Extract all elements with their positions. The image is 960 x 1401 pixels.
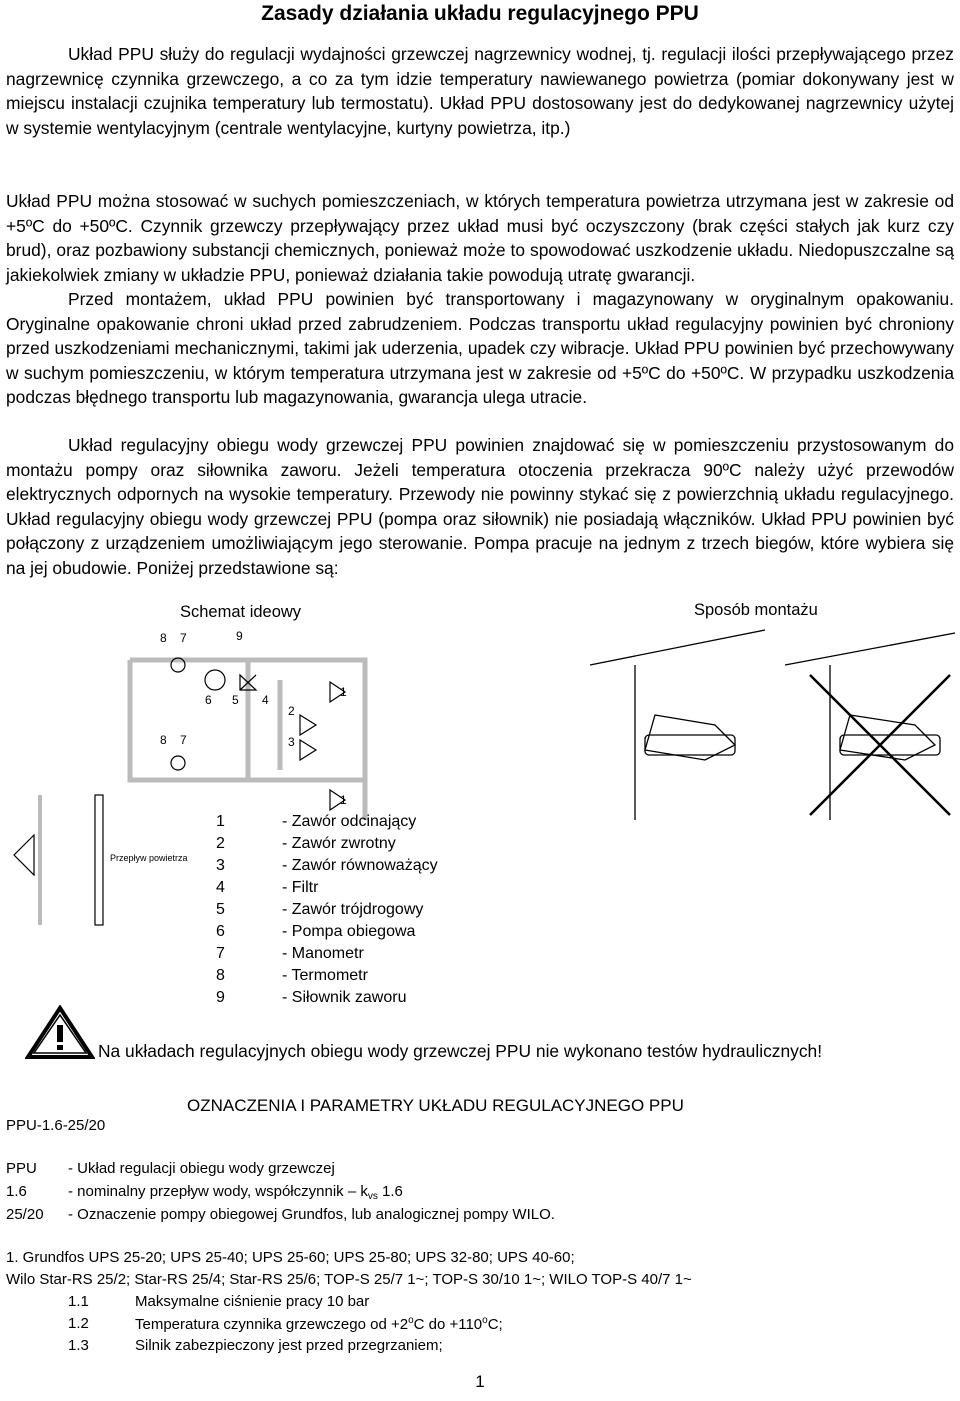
- section-title: OZNACZENIA I PARAMETRY UKŁADU REGULACYJNEGO PPU: [187, 1096, 684, 1115]
- code-pump-desc: - Oznaczenie pompy obiegowej Grundfos, lub analogicznej pompy WILO.: [68, 1206, 555, 1223]
- schematic-label-8b: 8: [160, 733, 167, 747]
- hydraulic-schematic: [0, 620, 420, 945]
- page-title: Zasady działania układu regulacyjnego PPU: [261, 2, 699, 25]
- param-motor: Silnik zabezpieczony jest przed przegrzaniem;: [135, 1337, 443, 1354]
- paragraph-installation: Układ regulacyjny obiegu wody grzewczej PPU powinien znajdować się w pomieszczeniu przystosowanym do montażu pompy oraz siłownika zaworu. Jeżeli temperatura otoczenia przekracza 90ºC należy użyć przewodów elektrycznych odpornych na wysokie temperatury. Przewody nie powinny stykać się z powierzchnią układu regulacyjnego. Układ regulacyjny obiegu wody grzewczej PPU (pompa oraz siłownik) nie posiadają włączników. Układ PPU powinien być połączony z urządzeniem umożliwiającym jego sterowanie. Pompa pracuje na jednym z trzech biegów, które wybiera się na jej obudowie. Poniżej przedstawione są:: [6, 435, 954, 578]
- code-flow-desc: - nominalny przepływ wody, współczynnik – $k_{vs}$ 1.6: [68, 1183, 403, 1202]
- diagram-caption-scheme: Schemat ideowy: [180, 603, 302, 621]
- schematic-label-7b: 7: [180, 733, 187, 747]
- param-pressure: Maksymalne ciśnienie pracy 10 bar: [135, 1293, 370, 1310]
- pumps-list-wilo: Wilo Star-RS 25/2; Star-RS 25/4; Star-RS 25/6; TOP-S 25/7 1~; TOP-S 30/10 1~; WILO TOP-S 40/7 1~: [6, 1271, 692, 1288]
- schematic-label-4: 4: [262, 693, 269, 707]
- diagram-caption-mounting: Sposób montażu: [694, 601, 818, 619]
- page-number: 1: [475, 1372, 485, 1391]
- schematic-label-1b: 1: [340, 793, 347, 807]
- airflow-label: Przepływ powietrza: [110, 853, 188, 863]
- code-ppu: PPU: [6, 1160, 37, 1177]
- schematic-label-5: 5: [232, 693, 239, 707]
- schematic-label-9: 9: [236, 629, 243, 643]
- mounting-illustration: [585, 625, 960, 825]
- param-number: 1.2: [68, 1315, 89, 1332]
- schematic-label-2: 2: [288, 704, 295, 718]
- code-pump: 25/20: [6, 1206, 44, 1223]
- schematic-label-7: 7: [180, 631, 187, 645]
- paragraph-transport: Przed montażem, układ PPU powinien być transportowany i magazynowany w oryginalnym opakowaniu. Oryginalne opakowanie chroni układ przed zabrudzeniem. Podczas transportu układ regulacyjny powinien być chroniony przed uszkodzeniami mechanicznymi, takimi jak uderzenia, upadek czy wibracje. Układ PPU powinien być przechowywany w suchym pomieszczeniu, w którym temperatura utrzymana jest w zakresie od +5ºC do +50ºC. W przypadku uszkodzenia podczas błędnego transportu lub magazynowania, gwarancja ulega utracie.: [6, 289, 954, 407]
- pumps-list-grundfos: 1. Grundfos UPS 25-20; UPS 25-40; UPS 25-60; UPS 25-80; UPS 32-80; UPS 40-60;: [6, 1249, 575, 1266]
- code-flow: 1.6: [6, 1183, 27, 1200]
- schematic-label-1: 1: [340, 685, 347, 699]
- param-temperature: Temperatura czynnika grzewczego od $+2^oC$ do $+110^oC$;: [135, 1315, 503, 1333]
- schematic-label-6: 6: [205, 693, 212, 707]
- warning-icon: [25, 1005, 95, 1060]
- paragraph-intro: Układ PPU służy do regulacji wydajności grzewczej nagrzewnicy wodnej, tj. regulacji ilości przepływającego przez nagrzewnicę czynnika grzewczego, a co za tym idzie temperatury nawiewanego powietrza (pomiar dokonywany jest w miejscu instalacji czujnika temperatury lub termostatu). Układ PPU dostosowany jest do dedykowanej nagrzewnicy użytej w systemie wentylacyjnym (centrale wentylacyjne, kurtyny powietrza, itp.): [6, 44, 954, 138]
- paragraph-conditions: Układ PPU można stosować w suchych pomieszczeniach, w których temperatura powietrza utrzymana jest w zakresie od +5ºC do +50ºC. Czynnik grzewczy przepływający przez układ musi być oczyszczony (brak części stałych jak kurz czy brud), oraz pozbawiony substancji chemicznych, ponieważ może to spowodować uszkodzenie układu. Niedopuszczalne są jakiekolwiek zmiany w układzie PPU, ponieważ działania takie powodują utratę gwarancji.: [6, 191, 954, 285]
- model-code: PPU-1.6-25/20: [6, 1117, 106, 1134]
- param-number: 1.1: [68, 1293, 89, 1310]
- schematic-label-3: 3: [288, 735, 295, 749]
- code-ppu-desc: - Układ regulacji obiegu wody grzewczej: [68, 1160, 335, 1177]
- param-number: 1.3: [68, 1337, 89, 1354]
- schematic-label-8: 8: [160, 631, 167, 645]
- warning-text: Na układach regulacyjnych obiegu wody grzewczej PPU nie wykonano testów hydraulicznych!: [98, 1041, 823, 1061]
